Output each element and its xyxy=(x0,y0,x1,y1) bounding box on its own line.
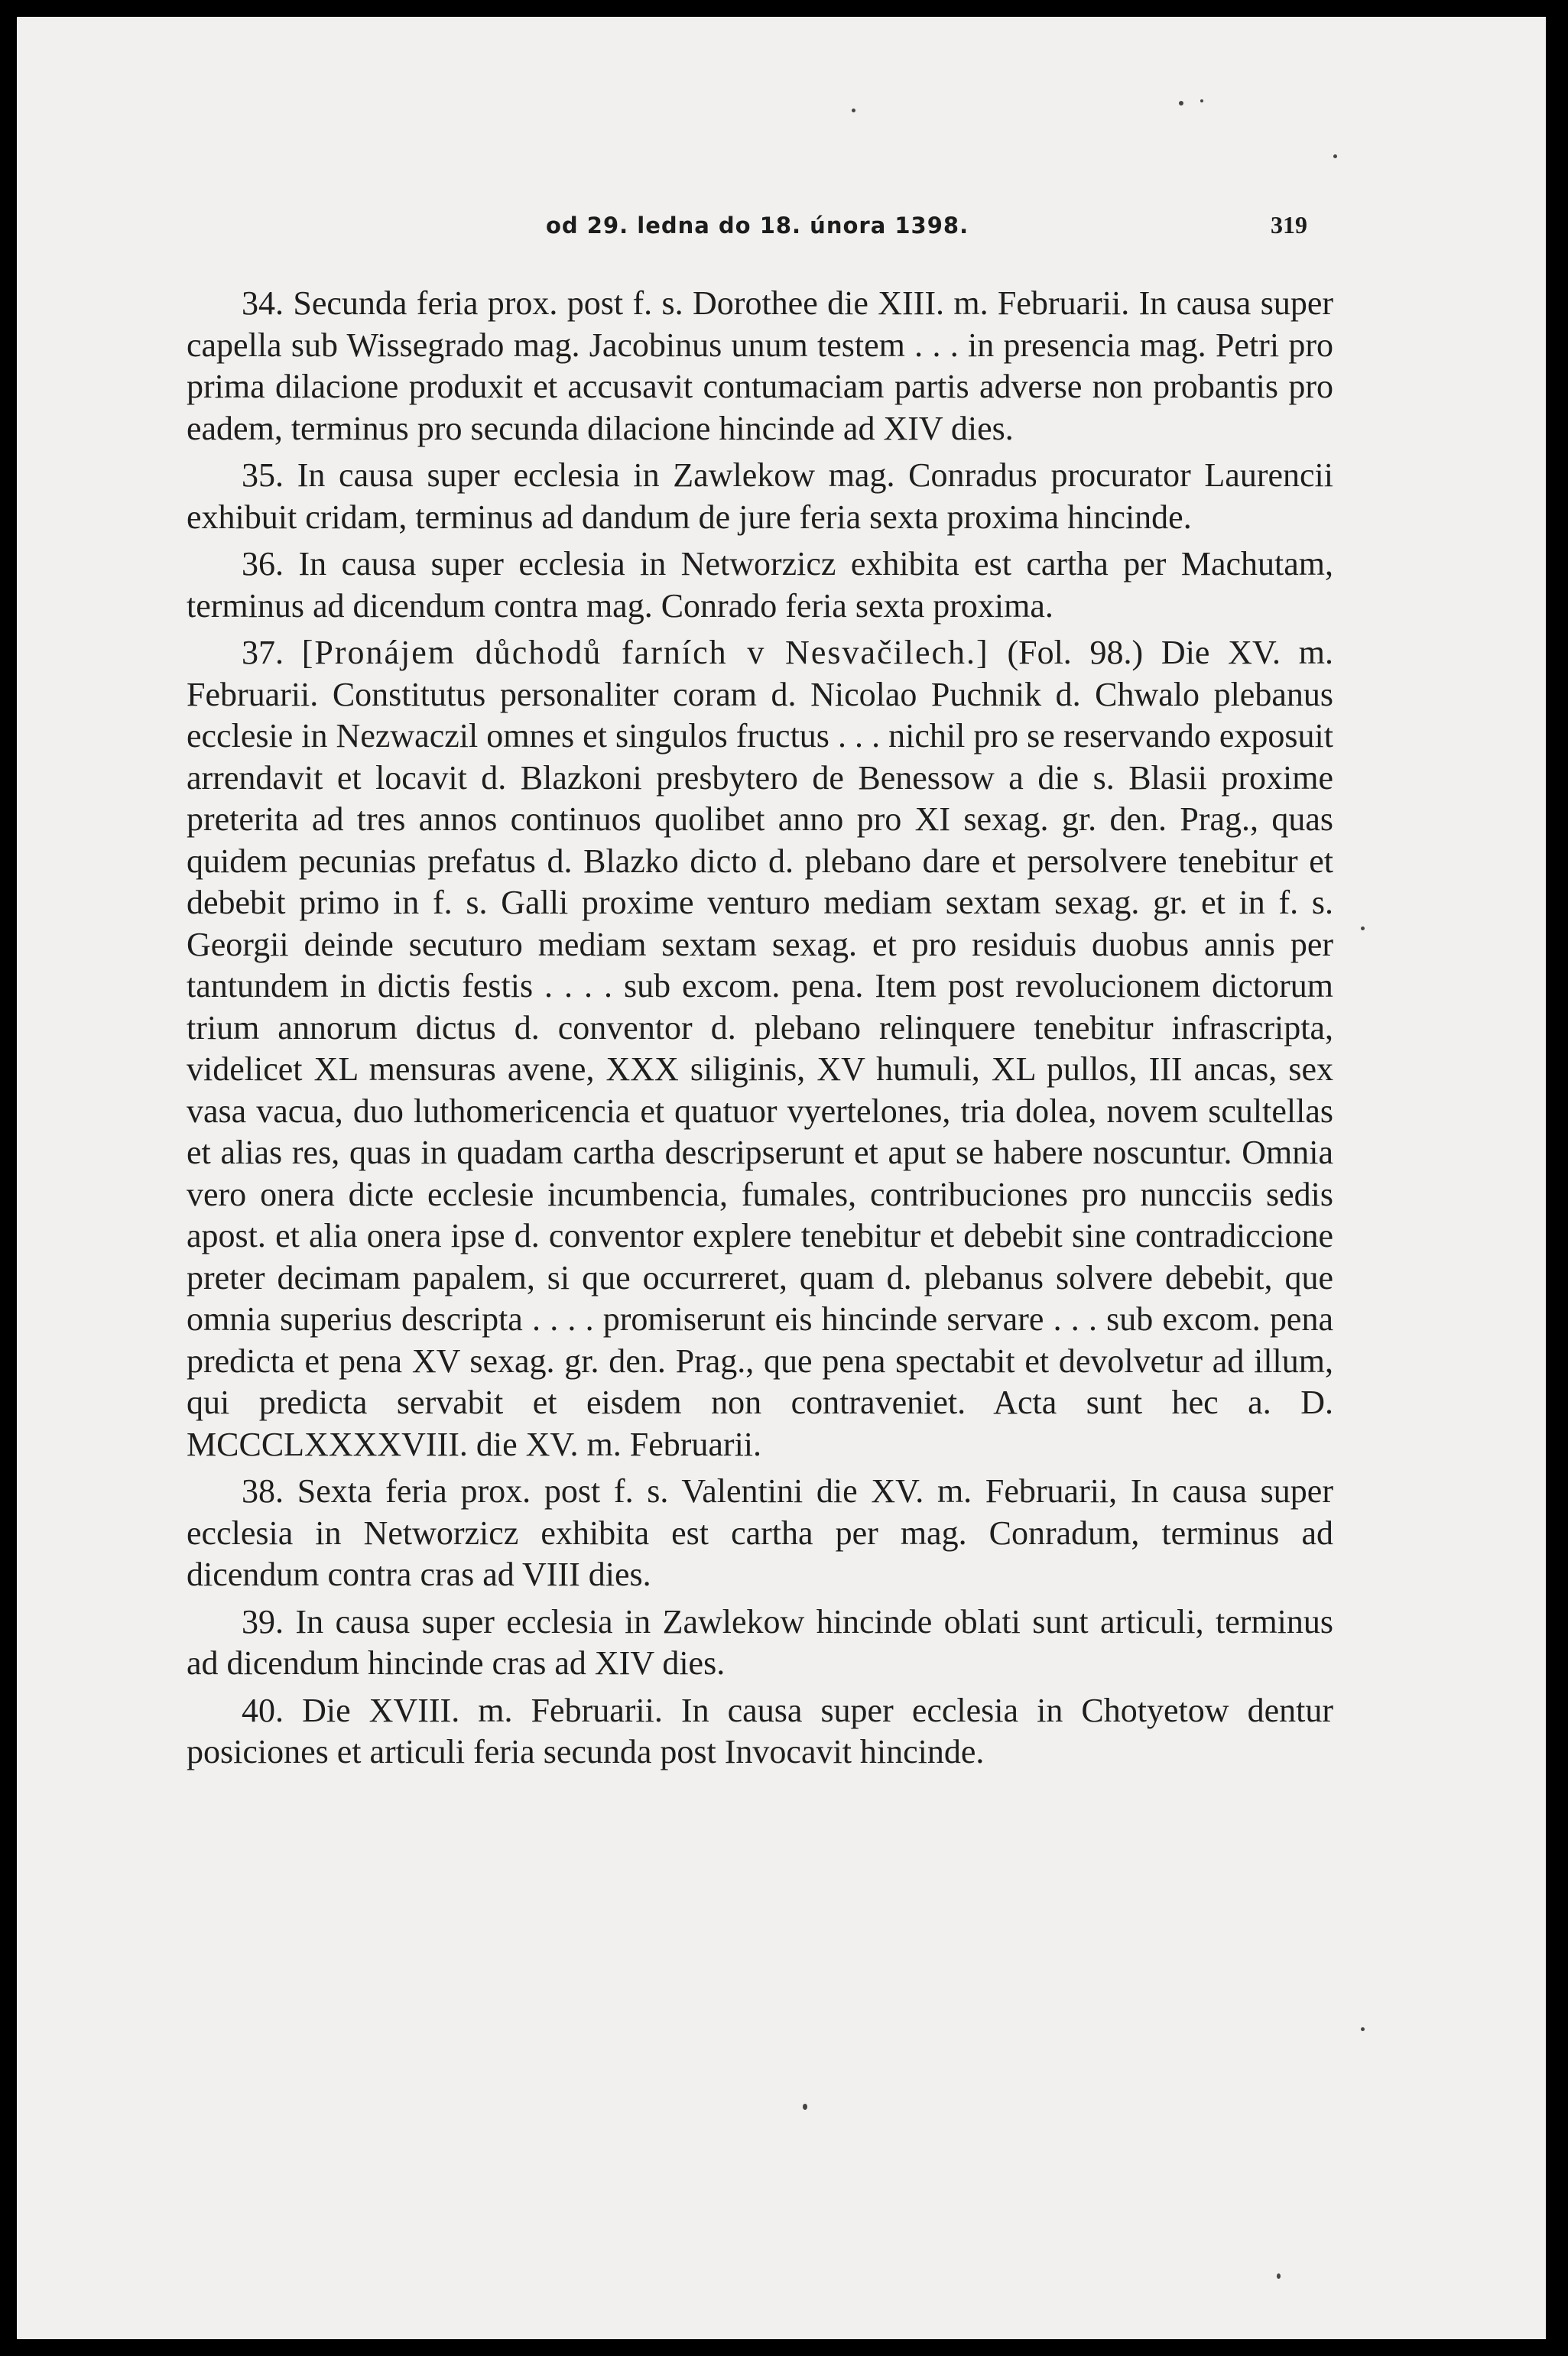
page-number: 319 xyxy=(1271,211,1307,239)
running-head xyxy=(17,208,1347,254)
entry-text: In causa super ecclesia in Networzicz exhibita est cartha per Machutam, terminus ad dicendum contra mag. Conrado feria sexta proxima. xyxy=(187,545,1334,625)
entry-text: Die XVIII. m. Februarii. In causa super ecclesia in Chotyetow dentur posiciones et articuli feria secunda post Invocavit hincinde. xyxy=(187,1691,1333,1770)
entry-39 xyxy=(187,1601,1333,1685)
running-title: od 29. ledna do 18. února 1398. xyxy=(546,213,969,239)
paper-sheet xyxy=(17,17,1546,2339)
entry-number: 39. xyxy=(242,1602,284,1640)
folio-reference: (Fol. 98.) xyxy=(1007,634,1144,671)
entry-34 xyxy=(187,283,1333,449)
entry-40 xyxy=(187,1690,1333,1773)
entry-number: 36. xyxy=(242,545,284,583)
entry-35 xyxy=(187,455,1333,538)
entry-number: 38. xyxy=(242,1472,284,1510)
entry-heading: [Pronájem důchodů farních v Nesvačilech.] xyxy=(301,634,989,671)
entry-number: 34. xyxy=(242,284,284,322)
scan-speck xyxy=(1200,99,1203,102)
scan-speck xyxy=(852,109,855,112)
scan-speck xyxy=(1277,2273,1281,2279)
text-body xyxy=(187,283,1333,1779)
entry-text: In causa super ecclesia in Zawlekow hincinde oblati sunt articuli, terminus ad dicendum hincinde cras ad XIV dies. xyxy=(187,1602,1334,1682)
entry-number: 35. xyxy=(242,456,284,494)
entry-number: 37. xyxy=(242,634,284,671)
entry-36 xyxy=(187,544,1333,627)
entry-text: Secunda feria prox. post f. s. Dorothee die XIII. m. Februarii. In causa super capella sub Wissegrado mag. Jacobinus unum testem . . . in presencia mag. Petri pro prima dilacione produxit et accusavit contumaciam partis adverse non probantis pro eadem, terminus pro secunda dilacione hincinde ad XIV dies. xyxy=(187,284,1334,447)
scan-speck xyxy=(1361,2027,1365,2031)
scan-speck xyxy=(1333,154,1337,158)
entry-number: 40. xyxy=(242,1691,284,1729)
scan-speck xyxy=(1361,926,1365,930)
entry-37 xyxy=(187,632,1333,1465)
entry-text: Die XV. m. Februarii. Constitutus personaliter coram d. Nicolao Puchnik d. Chwalo plebanus ecclesie in Nezwaczil omnes et singulos fructus . . . nichil pro se reservando exposuit arrendavit et locavit d. Blazkoni presbytero de Benessow a die s. Blasii proxime preterita ad tres annos continuos quolibet anno pro XI sexag. gr. den. Prag., quas quidem pecunias prefatus d. Blazko dicto d. plebano dare et persolvere tenebitur et debebit primo in f. s. Galli proxime venturo mediam sextam sexag. gr. et in f. s. Georgii deinde secuturo mediam sextam sexag. et pro residuis duobus annis per tantundem in dictis festis . . . . sub excom. pena. Item post revolucionem dictorum trium annorum dictus d. conventor d. plebano relinquere tenebitur infrascripta, videlicet XL mensuras avene, XXX siliginis, XV humuli, XL pullos, III ancas, sex vasa vacua, duo luthomericencia et quatuor vyertelones, tria dolea, novem scultellas et alias res, quas in quadam cartha descripserunt et aput se habere noscuntur. Omnia vero onera dicte ecclesie incumbencia, fumales, contribuciones pro nuncciis sedis apost. et alia onera ipse d. conventor explere tenebitur et debebit sine contradiccione preter decimam papalem, si que occurreret, quam d. plebanus solvere debebit, que omnia superius descripta . . . . promiserunt eis hincinde servare . . . sub excom. pena predicta et pena XV sexag. gr. den. Prag., que pena spectabit et devolvetur ad illum, qui predicta servabit et eisdem non contraveniet. Acta sunt hec a. D. MCCCLXXXXVIII. die XV. m. Februarii. xyxy=(187,634,1334,1463)
entry-38 xyxy=(187,1471,1333,1596)
scan-speck xyxy=(803,2104,807,2110)
scan-speck xyxy=(1179,101,1183,105)
entry-text: In causa super ecclesia in Zawlekow mag. Conradus procurator Laurencii exhibuit cridam, terminus ad dandum de jure feria sexta proxima hincinde. xyxy=(187,456,1333,536)
entry-text: Sexta feria prox. post f. s. Valentini die XV. m. Februarii, In causa super ecclesia in Networzicz exhibita est cartha per mag. Conradum, terminus ad dicendum contra cras ad VIII dies. xyxy=(187,1472,1333,1593)
